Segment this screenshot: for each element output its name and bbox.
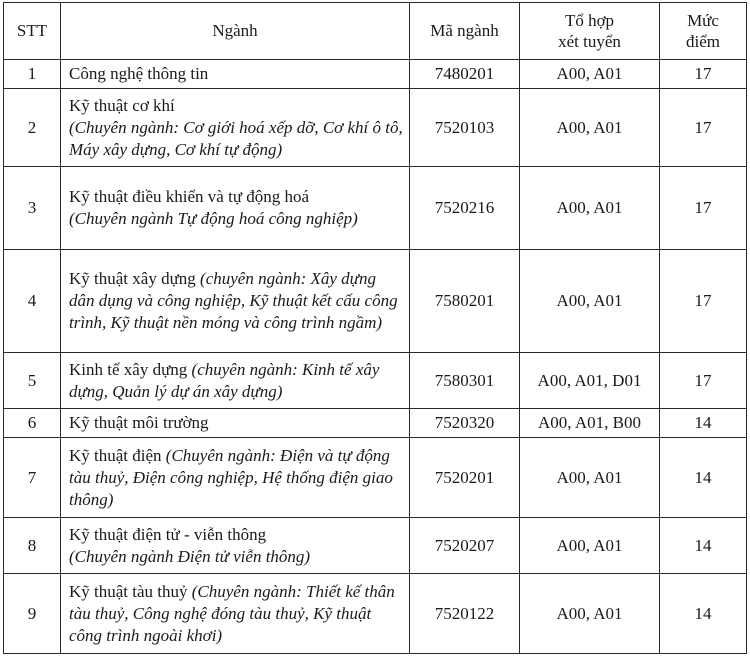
major-name: Kỹ thuật điện	[69, 445, 162, 465]
cell-score: 14	[660, 409, 747, 438]
cell-nganh	[61, 353, 410, 409]
cell-code: 7580301	[410, 353, 520, 409]
cell-nganh	[61, 409, 410, 438]
table-row	[4, 167, 747, 250]
header-to-hop-line2: xét tuyển	[558, 32, 621, 51]
cell-combo: A00, A01	[520, 438, 660, 518]
cell-combo: A00, A01	[520, 250, 660, 353]
cell-combo: A00, A01	[520, 89, 660, 167]
header-to-hop-line1: Tổ hợp	[564, 11, 615, 30]
major-name: Kỹ thuật xây dựng	[69, 269, 196, 288]
major-specialization: (Chuyên ngành: Cơ giới hoá xếp dỡ, Cơ khí ô tô, Máy xây dựng, Cơ khí tự động)	[69, 117, 403, 159]
major-name: Kỹ thuật điều khiển và tự động hoá	[69, 187, 310, 206]
major-specialization: (Chuyên ngành Tự động hoá công nghiệp)	[69, 209, 358, 228]
cell-score: 17	[660, 60, 747, 89]
cell-code: 7580201	[410, 250, 520, 353]
major-name: Kinh tế xây dựng	[69, 359, 188, 379]
cell-stt: 2	[4, 89, 61, 167]
table-row	[4, 438, 747, 518]
major-specialization: (chuyên ngành: Kinh tế xây dựng, Quản lý dự án xây dựng)	[69, 359, 380, 401]
table-row	[4, 574, 747, 654]
cell-stt: 1	[4, 60, 61, 89]
cell-score: 14	[660, 438, 747, 518]
cell-code: 7520201	[410, 438, 520, 518]
admission-table	[3, 2, 747, 654]
cell-score: 14	[660, 518, 747, 574]
table-row	[4, 409, 747, 438]
cell-nganh	[61, 518, 410, 574]
cell-score: 17	[660, 167, 747, 250]
cell-combo: A00, A01	[520, 518, 660, 574]
cell-combo: A00, A01, D01	[520, 353, 660, 409]
table-row	[4, 250, 747, 353]
cell-nganh	[61, 89, 410, 167]
header-muc-diem	[660, 3, 747, 60]
major-name: Kỹ thuật môi trường	[69, 413, 209, 432]
cell-stt: 4	[4, 250, 61, 353]
cell-score: 17	[660, 89, 747, 167]
header-to-hop	[520, 3, 660, 60]
major-specialization: (Chuyên ngành: Thiết kế thân tàu thuỷ, Công nghệ đóng tàu thuỷ, Kỹ thuật công trình ngoài khơi)	[69, 581, 395, 645]
cell-code: 7520207	[410, 518, 520, 574]
cell-code: 7520216	[410, 167, 520, 250]
cell-code: 7520122	[410, 574, 520, 654]
cell-combo: A00, A01	[520, 60, 660, 89]
major-name: Kỹ thuật tàu thuỷ	[69, 581, 188, 601]
cell-stt: 7	[4, 438, 61, 518]
table-row	[4, 353, 747, 409]
header-nganh: Ngành	[61, 3, 410, 60]
header-muc-diem-line2: điểm	[686, 32, 720, 51]
cell-combo: A00, A01	[520, 574, 660, 654]
major-name: Kỹ thuật cơ khí	[69, 95, 175, 115]
cell-stt: 5	[4, 353, 61, 409]
cell-nganh	[61, 250, 410, 353]
table-row	[4, 60, 747, 89]
cell-combo: A00, A01, B00	[520, 409, 660, 438]
cell-nganh	[61, 574, 410, 654]
table-row	[4, 89, 747, 167]
header-muc-diem-line1: Mức	[687, 11, 719, 30]
header-stt: STT	[4, 3, 61, 60]
table-row	[4, 518, 747, 574]
cell-combo: A00, A01	[520, 167, 660, 250]
cell-code: 7520320	[410, 409, 520, 438]
cell-stt: 6	[4, 409, 61, 438]
cell-nganh	[61, 167, 410, 250]
cell-code: 7480201	[410, 60, 520, 89]
cell-score: 17	[660, 353, 747, 409]
cell-nganh	[61, 60, 410, 89]
cell-stt: 8	[4, 518, 61, 574]
major-name: Công nghệ thông tin	[69, 64, 209, 83]
header-row	[4, 3, 747, 60]
cell-stt: 9	[4, 574, 61, 654]
major-specialization: (Chuyên ngành Điện tử viễn thông)	[69, 546, 311, 566]
cell-score: 17	[660, 250, 747, 353]
cell-code: 7520103	[410, 89, 520, 167]
cell-nganh	[61, 438, 410, 518]
cell-stt: 3	[4, 167, 61, 250]
major-specialization: (chuyên ngành: Xây dựng dân dụng và công nghiệp, Kỹ thuật kết cấu công trình, Kỹ thuật nền móng và công trình ngầm)	[69, 269, 398, 332]
cell-score: 14	[660, 574, 747, 654]
major-name: Kỹ thuật điện tử - viễn thông	[69, 524, 267, 544]
major-specialization: (Chuyên ngành: Điện và tự động tàu thuỷ, Điện công nghiệp, Hệ thống điện giao thông)	[69, 445, 393, 509]
header-ma-nganh: Mã ngành	[410, 3, 520, 60]
